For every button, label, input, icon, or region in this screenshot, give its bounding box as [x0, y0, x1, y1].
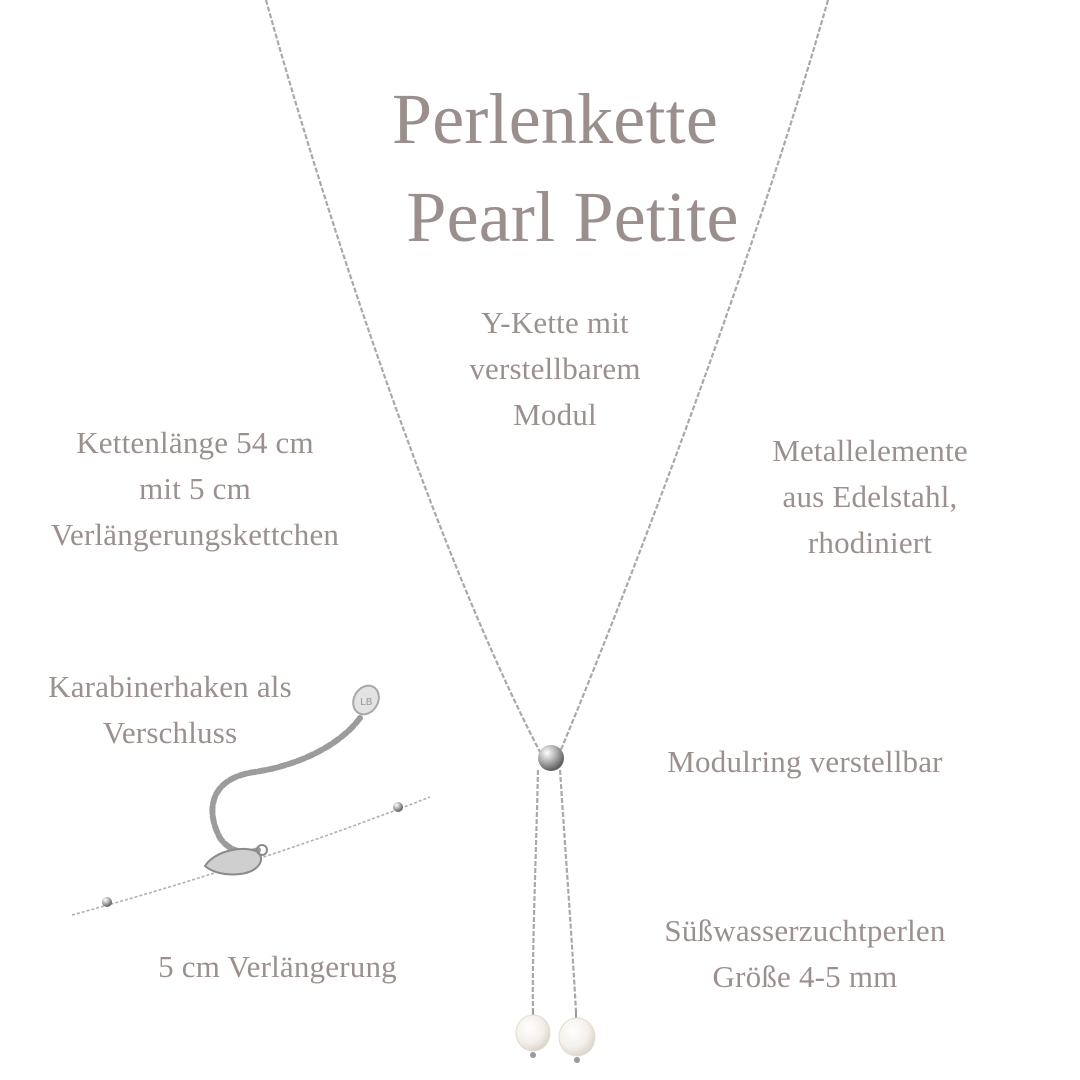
feature-style-line2: verstellbarem [469, 351, 641, 386]
feature-pearls-line1: Süßwasserzuchtperlen [664, 913, 946, 948]
product-title-line1: Perlenkette [391, 79, 719, 159]
feature-clasp-line1: Karabinerhaken als [48, 669, 292, 704]
module-ring-bead [538, 745, 564, 771]
feature-pearls [640, 908, 970, 1000]
feature-pearls-line2: Größe 4-5 mm [712, 959, 898, 994]
feature-style-line1: Y-Kette mit [481, 305, 629, 340]
feature-material-line3: rhodiniert [807, 525, 933, 560]
feature-length-line3: Verlängerungskettchen [50, 517, 340, 552]
feature-style-line3: Modul [513, 397, 597, 432]
feature-length-line1: Kettenlänge 54 cm [76, 425, 314, 460]
feature-material-line1: Metallelemente [772, 433, 968, 468]
feature-extension: 5 cm Verlängerung [158, 949, 397, 984]
feature-material [740, 428, 1000, 566]
feature-module: Modulring verstellbar [667, 744, 943, 779]
feature-length-line2: mit 5 cm [139, 471, 251, 506]
feature-length [30, 420, 360, 558]
feature-style [430, 300, 680, 438]
pearl-drops [516, 1010, 595, 1063]
feature-material-line2: aus Edelstahl, [782, 479, 958, 514]
svg-text:LB: LB [360, 697, 373, 708]
feature-clasp [25, 664, 315, 756]
feature-clasp-line2: Verschluss [102, 715, 238, 750]
product-title-line2: Pearl Petite [406, 177, 739, 257]
